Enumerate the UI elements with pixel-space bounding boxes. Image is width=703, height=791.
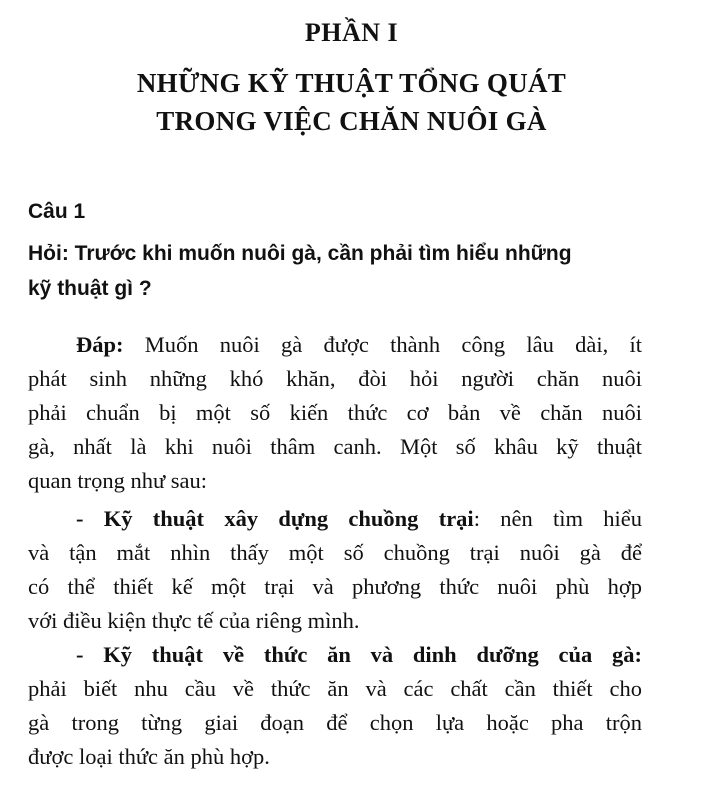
- question-number: Câu 1: [28, 200, 86, 223]
- question-line-2: kỹ thuật gì ?: [28, 277, 152, 300]
- answer-line-1: [28, 328, 642, 362]
- item-1-line-2: và tận mắt nhìn thấy một số chuồng trại nuôi gà để: [28, 540, 642, 565]
- answer-line-2: phát sinh những khó khăn, đòi hỏi người chăn nuôi: [28, 366, 642, 391]
- answer-paragraph: [28, 328, 642, 498]
- answer-line-5: quan trọng như sau:: [28, 468, 208, 493]
- item-1-line-1: [28, 502, 642, 536]
- item-1-line-3: có thể thiết kế một trại và phương thức nuôi phù hợp: [28, 574, 642, 599]
- question-line-1: Hỏi: Trước khi muốn nuôi gà, cần phải tìm hiểu những: [28, 242, 572, 265]
- part-title: PHẦN I: [304, 18, 399, 47]
- question-text: [28, 236, 648, 306]
- chapter-title-line-2: TRONG VIỆC CHĂN NUÔI GÀ: [156, 106, 547, 136]
- item-1-line-4: với điều kiện thực tế của riêng mình.: [28, 608, 360, 633]
- answer-line-3: phải chuẩn bị một số kiến thức cơ bản về chăn nuôi: [28, 400, 642, 425]
- answer-line-1-text: Muốn nuôi gà được thành công lâu dài, ít: [123, 332, 642, 357]
- list-item: [28, 502, 642, 638]
- item-2-line-3: gà trong từng giai đoạn để chọn lựa hoặc pha trộn: [28, 710, 642, 735]
- chapter-title-line-1: NHỮNG KỸ THUẬT TỔNG QUÁT: [136, 68, 567, 98]
- item-2-line-2: phải biết nhu cầu về thức ăn và các chất cần thiết cho: [28, 676, 642, 701]
- item-2-label: - Kỹ thuật về thức ăn và dinh dưỡng của gà:: [76, 642, 642, 667]
- answer-line-4: gà, nhất là khi nuôi thâm canh. Một số khâu kỹ thuật: [28, 434, 642, 459]
- item-2-line-1: [28, 638, 642, 672]
- answer-label: Đáp:: [76, 332, 124, 357]
- list-item: [28, 638, 642, 774]
- item-1-line-1-text: : nên tìm hiểu: [473, 506, 643, 531]
- item-1-label: - Kỹ thuật xây dựng chuồng trại: [76, 506, 474, 531]
- item-2-line-4: được loại thức ăn phù hợp.: [28, 744, 270, 769]
